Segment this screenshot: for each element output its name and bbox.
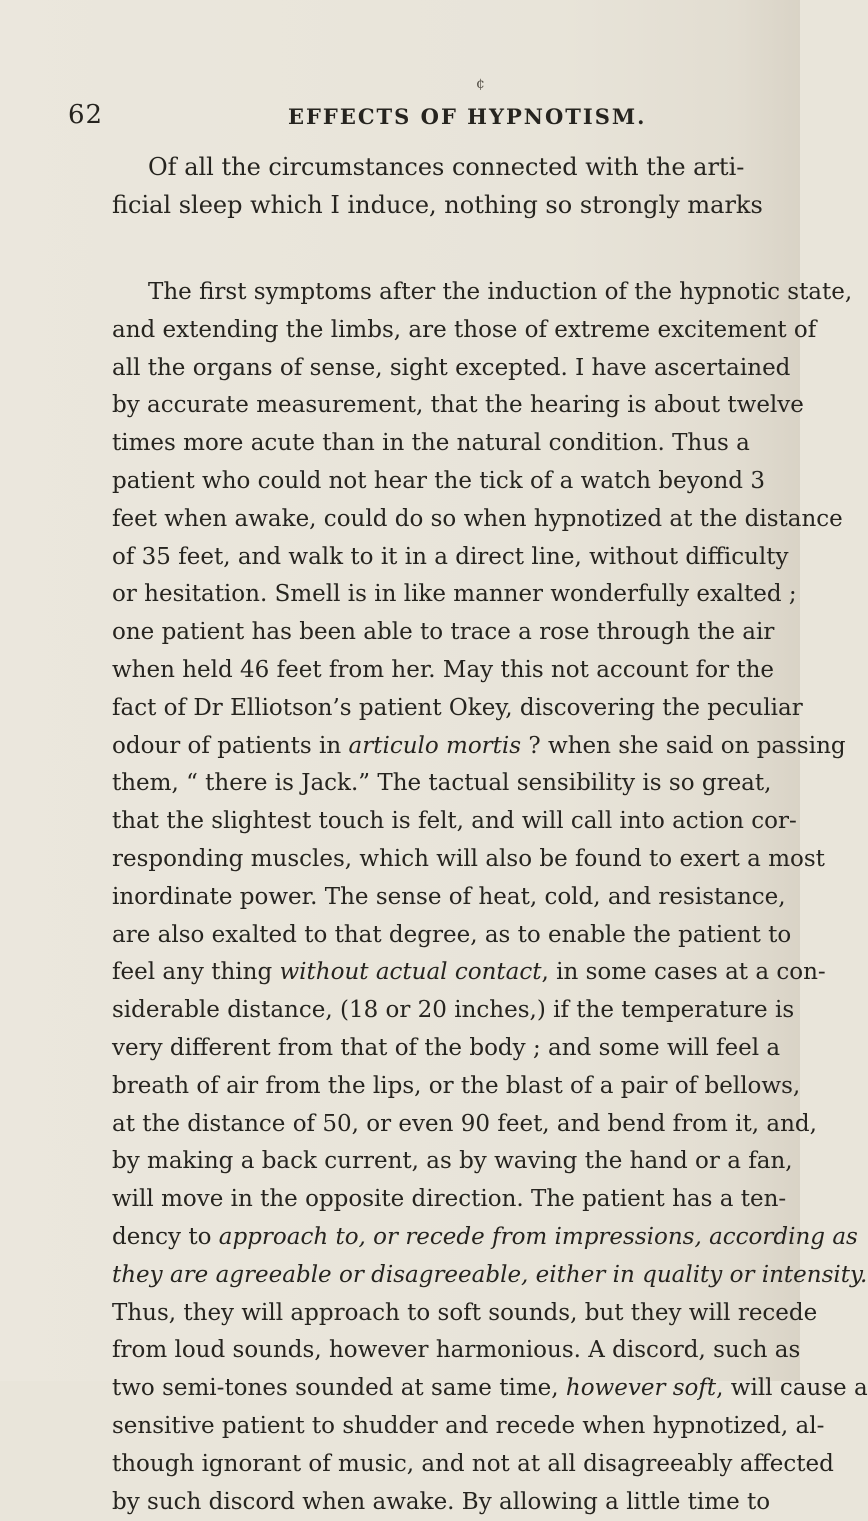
ink-mark: ¢ (476, 76, 485, 92)
text-line: of 35 feet, and walk to it in a direct line, without difficulty (112, 539, 726, 577)
text-line: them, “ there is Jack.” The tactual sensibility is so great, (112, 765, 726, 803)
text-line: very different from that of the body ; and some will feel a (112, 1030, 726, 1068)
text-line: breath of air from the lips, or the blast of a pair of bellows, (112, 1068, 726, 1106)
text-line: by making a back current, as by waving the hand or a fan, (112, 1143, 726, 1181)
text-line: sensitive patient to shudder and recede when hypnotized, al- (112, 1408, 726, 1446)
text-line: or hesitation. Smell is in like manner wonderfully exalted ; (112, 576, 726, 614)
text-line: from loud sounds, however harmonious. A discord, such as (112, 1332, 726, 1370)
text-line: are also exalted to that degree, as to enable the patient to (112, 917, 726, 955)
text-line: odour of patients in articulo mortis ? when she said on passing (112, 728, 726, 766)
text-line: by accurate measurement, that the hearing is about twelve (112, 387, 726, 425)
text-line: siderable distance, (18 or 20 inches,) if the temperature is (112, 992, 726, 1030)
text-line: and extending the limbs, are those of extreme excitement of (112, 312, 726, 350)
text-line: all the organs of sense, sight excepted. I have ascertained (112, 350, 726, 388)
text-line: Thus, they will approach to soft sounds, but they will recede (112, 1295, 726, 1333)
text-line: ficial sleep which I induce, nothing so strongly marks (112, 186, 726, 224)
text-line: at the distance of 50, or even 90 feet, and bend from it, and, (112, 1106, 726, 1144)
text-line: patient who could not hear the tick of a watch beyond 3 (112, 463, 726, 501)
text-line: will move in the opposite direction. The patient has a ten- (112, 1181, 726, 1219)
text-line: responding muscles, which will also be found to exert a most (112, 841, 726, 879)
text-line: when held 46 feet from her. May this not account for the (112, 652, 726, 690)
text-line: that the slightest touch is felt, and will call into action cor- (112, 803, 726, 841)
text-line: though ignorant of music, and not at all disagreeably affected (112, 1446, 726, 1484)
text-line: by such discord when awake. By allowing a little time to (112, 1484, 726, 1521)
text-line: feet when awake, could do so when hypnotized at the distance (112, 501, 726, 539)
page-header (68, 100, 668, 140)
intro-paragraph (112, 148, 726, 224)
text-line: feel any thing without actual contact, in some cases at a con- (112, 954, 726, 992)
text-line: fact of Dr Elliotson’s patient Okey, discovering the peculiar (112, 690, 726, 728)
text-line: dency to approach to, or recede from impressions, according as (112, 1219, 726, 1257)
text-line: inordinate power. The sense of heat, cold, and resistance, (112, 879, 726, 917)
text-line: times more acute than in the natural condition. Thus a (112, 425, 726, 463)
text-line: two semi-tones sounded at same time, however soft, will cause a (112, 1370, 726, 1408)
text-line: they are agreeable or disagreeable, either in quality or intensity. (112, 1257, 726, 1295)
page-number: 62 (68, 100, 103, 130)
body-paragraph (112, 274, 726, 1521)
text-line: The first symptoms after the induction of the hypnotic state, (112, 274, 726, 312)
running-title: EFFECTS OF HYPNOTISM. (288, 104, 646, 129)
text-line: Of all the circumstances connected with the arti- (112, 148, 726, 186)
text-line: one patient has been able to trace a rose through the air (112, 614, 726, 652)
